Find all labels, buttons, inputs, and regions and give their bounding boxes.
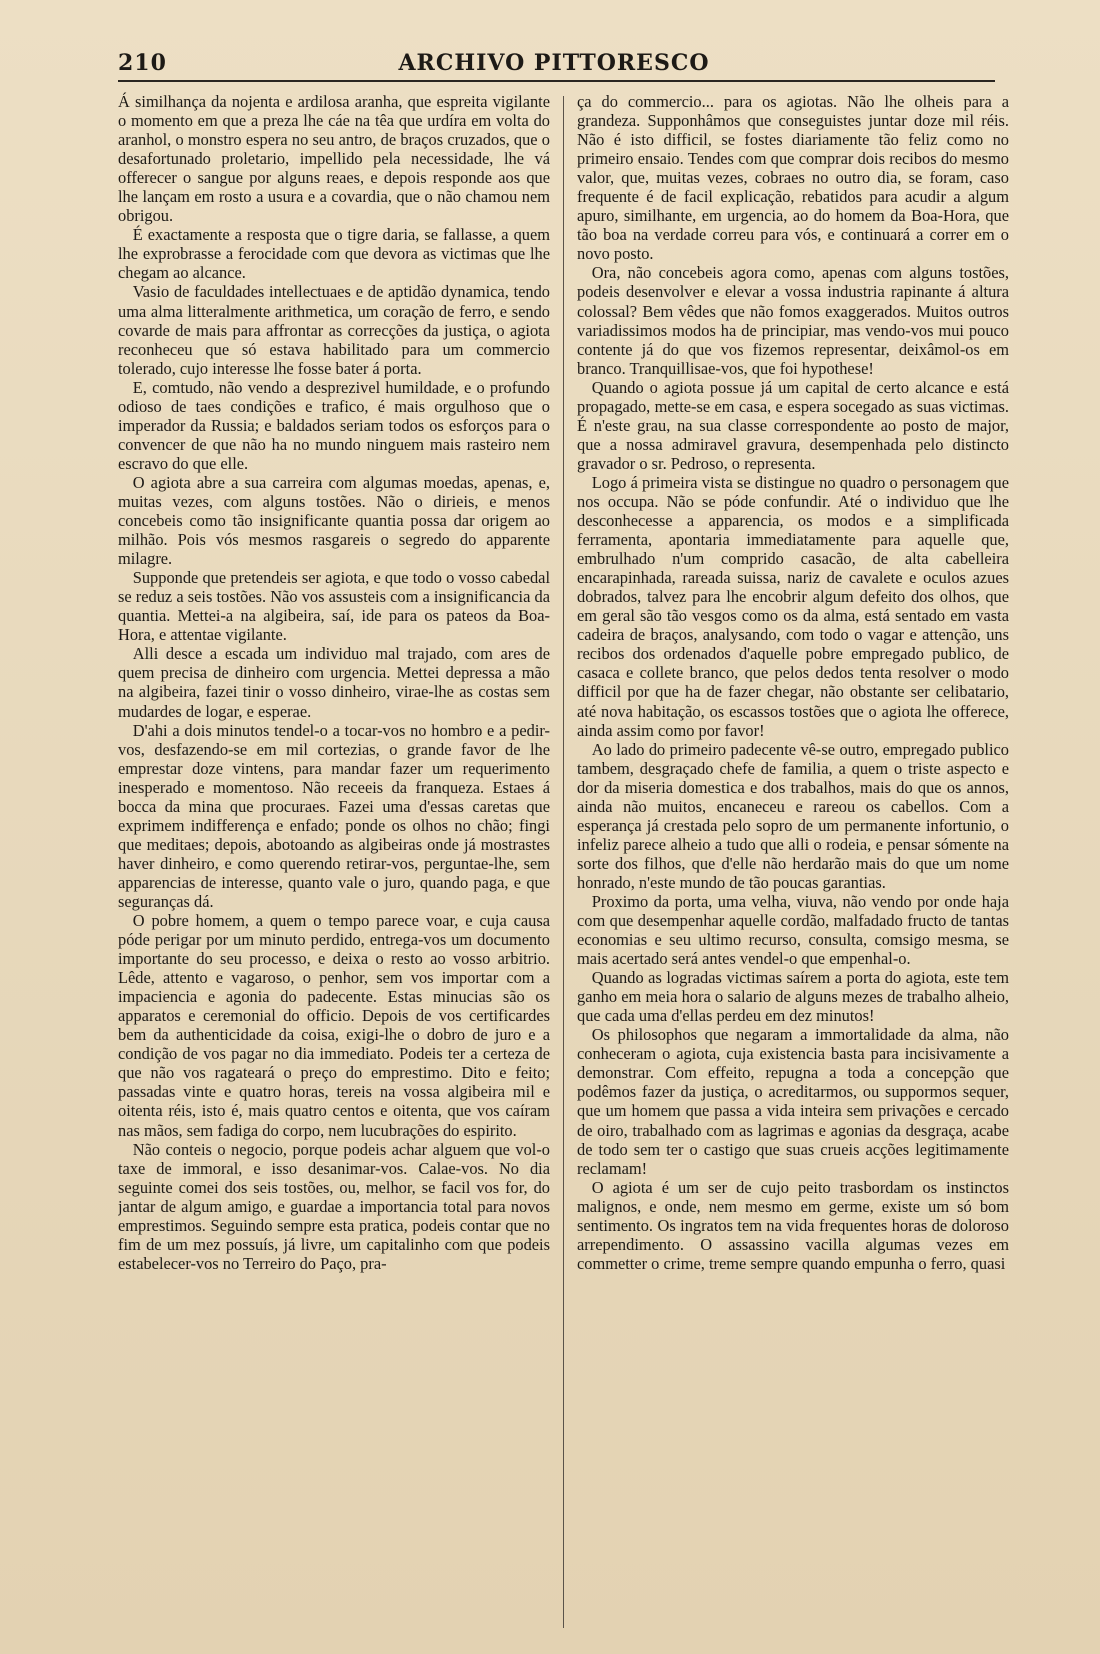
paragraph: Á similhança da nojenta e ardilosa aranha, que espreita vigilante o momento em que a preza lhe cáe na têa que urdíra em volta do aranhol, o monstro espera no seu antro, de braços cruzados, que o desafortunado proletario, impellido pela necessidade, lhe vá offerecer o sangue por alguns reaes, e depois responde aos que lhe lançam em rosto a usura e a covardia, que o não chamou nem obrigou.: [118, 92, 550, 226]
paragraph: O pobre homem, a quem o tempo parece voar, e cuja causa póde perigar por um minuto perdido, entrega-vos um documento importante do seu processo, e deixa o resto ao vosso arbitrio. Lêde, attento e vagaroso, o penhor, sem vos importar com a impaciencia e agonia do padecente. Estas minucias são os apparatos e ceremonial do officio. Depois de vos certificardes bem da authenticidade da coisa, exigi-lhe o dobro de juro e a condição de vos pagar no dia immediato. Podeis ter a certeza de que não vos ragateará o preço do emprestimo. Dito e feito; passadas vinte e quatro horas, tereis na vossa algibeira mil e oitenta réis, isto é, mais quatro centos e oitenta, que vos caíram nas mãos, sem fadiga do corpo, nem lucubrações do espirito.: [118, 911, 550, 1140]
paragraph: ça do commercio... para os agiotas. Não lhe olheis para a grandeza. Supponhâmos que conseguistes juntar doze mil réis. Não é isto difficil, se fostes diariamente tão feliz como no primeiro ensaio. Tendes com que comprar dois recibos do mesmo valor, que, muitas vezes, cobraes no outro dia, se foram, caso frequente é de facil explicação, rebatidos para acudir a algum apuro, similhante, em urgencia, ao do homem da Boa-Hora, que tão boa na verdade correu para vós, e continuará a correr em o novo posto.: [577, 92, 1009, 264]
page-header: [118, 46, 990, 80]
right-column: [577, 92, 1009, 1632]
running-title: ARCHIVO PITTORESCO: [398, 50, 710, 76]
paragraph: E, comtudo, não vendo a desprezivel humildade, e o profundo odioso de taes condições e trafico, é mais orgulhoso que o imperador da Russia; e baldados seriam todos os esforços para o convencer de que não ha no mundo ninguem mais rasteiro nem escravo do que elle.: [118, 377, 550, 473]
paragraph: Ao lado do primeiro padecente vê-se outro, empregado publico tambem, desgraçado chefe de familia, a quem o triste aspecto e dor da miseria domestica e dos trabalhos, mais do que os annos, ainda não muitos, encaneceu e rareou os cabellos. Com a esperança já crestada pelo sopro de um permanente infortunio, o infeliz parece alheio a tudo que alli o rodeia, e pensar sómente na sorte dos filhos, que d'elle não herdarão mais do que um nome honrado, n'este mundo de tão poucas garantias.: [577, 739, 1009, 892]
paragraph: Logo á primeira vista se distingue no quadro o personagem que nos occupa. Não se póde confundir. Até o individuo que lhe desconhecesse a apparencia, os modos e a simplificada ferramenta, apontaria immediatamente para aquelle que, embrulhado n'um comprido casacão, de alta cabelleira encarapinhada, rareada suissa, nariz de cavalete e oculos azues dobrados, talvez para lhe encobrir algum defeito dos olhos, que em geral são tão vesgos como os da alma, está sentado em vasta cadeira de braços, analysando, com todo o vagar e attenção, uns recibos dos ordenados d'aquelle pobre empregado publico, de casaca e collete branco, que pelos dedos tenta resolver o modo difficil por que ha de fazer chegar, não obstante ser celibatario, até nova habitação, os escassos tostões que o agiota lhe offerece, ainda assim como por favor!: [577, 472, 1009, 740]
paragraph: Os philosophos que negaram a immortalidade da alma, não conheceram o agiota, cuja existencia basta para incisivamente a demonstrar. Com effeito, repugna a toda a concepção que podêmos fazer da justiça, o acreditarmos, ou suppormos sequer, que um homem que passa a vida inteira sem privações e cercado de oiro, trabalhado com as lagrimas e agonias da desgraça, acabe de todo sem ter o castigo que suas crueis acções legitimamente reclamam!: [577, 1025, 1009, 1178]
paragraph: Ora, não concebeis agora como, apenas com alguns tostões, podeis desenvolver e elevar a vossa industria rapinante á altura colossal? Bem vêdes que não fomos exaggerados. Muitos outros variadissimos modos ha de principiar, mas vendo-vos mui pouco contente já do que vos fizemos representar, deixâmol-os em branco. Tranquillisae-vos, que foi hypothese!: [577, 263, 1009, 378]
paragraph: Proximo da porta, uma velha, viuva, não vendo por onde haja com que desempenhar aquelle cordão, malfadado fructo de tantas economias e seu ultimo recurso, consulta, comsigo mesma, se mais acertado será antes vendel-o que empenhal-o.: [577, 891, 1009, 969]
column-divider: [563, 96, 564, 1628]
paragraph: Alli desce a escada um individuo mal trajado, com ares de quem precisa de dinheiro com urgencia. Mettei depressa a mão na algibeira, fazei tinir o vosso dinheiro, virae-lhe as costas sem mudardes de logar, e esperae.: [118, 644, 550, 721]
page-number: 210: [118, 50, 167, 76]
paragraph: Quando as logradas victimas saírem a porta do agiota, este tem ganho em meia hora o salario de alguns mezes de trabalho alheio, que cada uma d'ellas perdeu em dez minutos!: [577, 968, 1009, 1026]
paragraph: Vasio de faculdades intellectuaes e de aptidão dynamica, tendo uma alma litteralmente arithmetica, um coração de ferro, e sendo covarde de mais para affrontar as correcções da justiça, o agiota reconheceu que só estava habilitado para um commercio tolerado, cujo interesse lhe fosse bater á porta.: [118, 282, 550, 378]
left-column: [118, 92, 550, 1632]
paragraph: É exactamente a resposta que o tigre daria, se fallasse, a quem lhe exprobrasse a ferocidade com que devora as victimas que lhe chegam ao alcance.: [118, 225, 550, 283]
paragraph: O agiota é um ser de cujo peito trasbordam os instinctos malignos, e onde, nem mesmo em germe, existe um só bom sentimento. Os ingratos tem na vida frequentes horas de doloroso arrependimento. O assassino vacilla algumas vezes em commetter o crime, treme sempre quando empunha o ferro, quasi: [577, 1177, 1009, 1273]
header-rule: [118, 80, 995, 82]
paragraph: Quando o agiota possue já um capital de certo alcance e está propagado, mette-se em casa, e espera socegado as suas victimas. É n'este grau, na sua classe correspondente ao posto de major, que a nossa admiravel gravura, desempenhada pelo distincto gravador o sr. Pedroso, o representa.: [577, 377, 1009, 473]
paragraph: O agiota abre a sua carreira com algumas moedas, apenas, e, muitas vezes, com alguns tostões. Não o dirieis, e menos concebeis como tão insignificante quantia possa dar origem ao milhão. Pois vós mesmos rasgareis o segredo do apparente milagre.: [118, 472, 550, 569]
paragraph: D'ahi a dois minutos tendel-o a tocar-vos no hombro e a pedir-vos, desfazendo-se em mil cortezias, o grande favor de lhe emprestar doze vintens, para mandar fazer um requerimento inesperado e momentoso. Não receeis da franqueza. Estaes á bocca da mina que procuraes. Fazei uma d'essas caretas que exprimem indifferença e enfado; ponde os olhos no chão; fingi que meditaes; depois, abotoando as algibeiras onde já mostrastes haver dinheiro, e como querendo retirar-vos, perguntae-lhe, sem apparencias de interesse, quanto vale o juro, quando paga, e que seguranças dá.: [118, 720, 550, 911]
paragraph: Supponde que pretendeis ser agiota, e que todo o vosso cabedal se reduz a seis tostões. Não vos assusteis com a insignificancia da quantia. Mettei-a na algibeira, saí, ide para os pateos da Boa-Hora, e attentae vigilante.: [118, 568, 550, 645]
paragraph: Não conteis o negocio, porque podeis achar alguem que vol-o taxe de immoral, e isso desanimar-vos. Calae-vos. No dia seguinte comei dos seis tostões, ou, melhor, se facil vos for, do jantar de algum amigo, e guardae a importancia total para novos emprestimos. Seguindo sempre esta pratica, podeis contar que no fim de um mez possuís, já livre, um capitalinho com que podeis estabelecer-vos no Terreiro do Paço, pra-: [118, 1139, 550, 1273]
